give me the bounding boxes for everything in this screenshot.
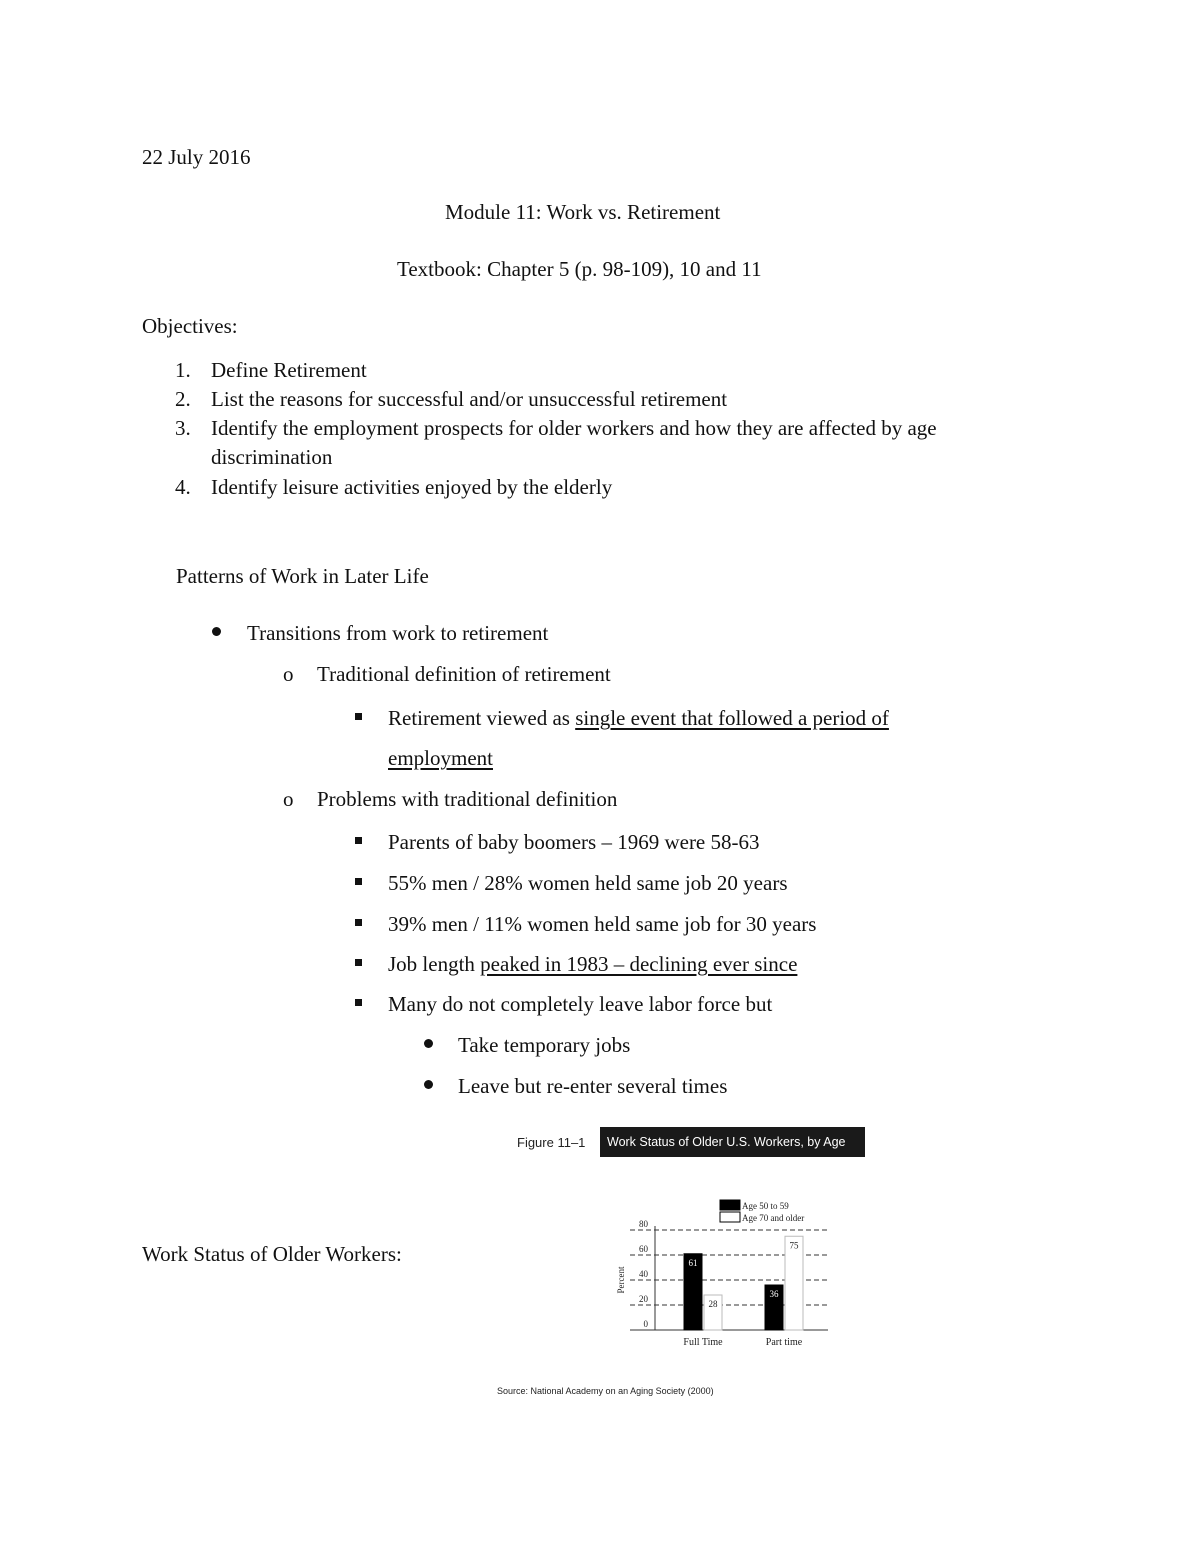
bar (785, 1236, 803, 1330)
data-label: 61 (688, 1257, 698, 1268)
module-title: Module 11: Work vs. Retirement (445, 200, 721, 224)
circle-bullet-icon: o (283, 787, 294, 811)
outline-text: Job length (388, 952, 481, 976)
outline-level3-continuation: employment (388, 746, 493, 770)
outline-level3-item: 39% men / 11% women held same job for 30 years (388, 912, 817, 936)
objective-item: Identify the employment prospects for older workers and how they are affected by age (211, 416, 937, 440)
objective-item-continuation: discrimination (211, 445, 333, 469)
outline-level3-item: Many do not completely leave labor force but (388, 992, 773, 1016)
outline-level3-item: Parents of baby boomers – 1969 were 58-63 (388, 830, 760, 854)
objectives-label: Objectives: (142, 314, 238, 338)
underlined-phrase: peaked in 1983 – declining ever since (480, 952, 798, 976)
underlined-phrase: single event that followed a period of (575, 706, 889, 730)
y-axis-label: Percent (616, 1266, 626, 1294)
legend-swatch (720, 1200, 740, 1210)
x-tick-label: Part time (765, 1337, 803, 1348)
objective-item: List the reasons for successful and/or unsuccessful retirement (211, 387, 728, 411)
objective-item: Define Retirement (211, 358, 367, 382)
objective-number: 4. (175, 475, 191, 499)
data-label: 28 (708, 1299, 718, 1309)
objective-number: 3. (175, 416, 191, 440)
figure-label: Figure 11–1 (517, 1135, 586, 1150)
outline-level4-item: Take temporary jobs (458, 1033, 631, 1057)
outline-level2-item: Problems with traditional definition (317, 787, 618, 811)
outline-level2-item: Traditional definition of retirement (317, 662, 611, 686)
y-tick-label: 20 (639, 1294, 648, 1304)
work-status-label: Work Status of Older Workers: (142, 1242, 402, 1266)
textbook-reference: Textbook: Chapter 5 (p. 98-109), 10 and 11 (397, 257, 762, 281)
figure-banner-title: Work Status of Older U.S. Workers, by Age (607, 1135, 846, 1149)
y-tick-label: 0 (643, 1319, 648, 1329)
y-tick-label: 40 (639, 1269, 648, 1279)
legend-label: Age 50 to 59 (742, 1201, 789, 1211)
outline-level3-item: 55% men / 28% women held same job 20 years (388, 871, 788, 895)
outline-text: Retirement viewed as (388, 706, 576, 730)
figure-source: Source: National Academy on an Aging Society (2000) (497, 1386, 714, 1396)
data-label: 36 (769, 1289, 779, 1299)
y-tick-label: 80 (639, 1219, 648, 1229)
objective-number: 2. (175, 387, 191, 411)
outline-level4-item: Leave but re-enter several times (458, 1074, 728, 1098)
objective-item: Identify leisure activities enjoyed by the elderly (211, 475, 613, 499)
outline-level1-item: Transitions from work to retirement (247, 621, 549, 645)
x-tick-label: Full Time (683, 1337, 723, 1348)
circle-bullet-icon: o (283, 662, 294, 686)
legend-swatch (720, 1212, 740, 1222)
data-label: 75 (789, 1240, 799, 1251)
section-heading: Patterns of Work in Later Life (176, 564, 429, 588)
document-date: 22 July 2016 (142, 145, 251, 169)
objective-number: 1. (175, 358, 191, 382)
y-tick-label: 60 (639, 1244, 648, 1254)
legend-label: Age 70 and older (742, 1213, 805, 1223)
work-status-chart (616, 1200, 828, 1348)
